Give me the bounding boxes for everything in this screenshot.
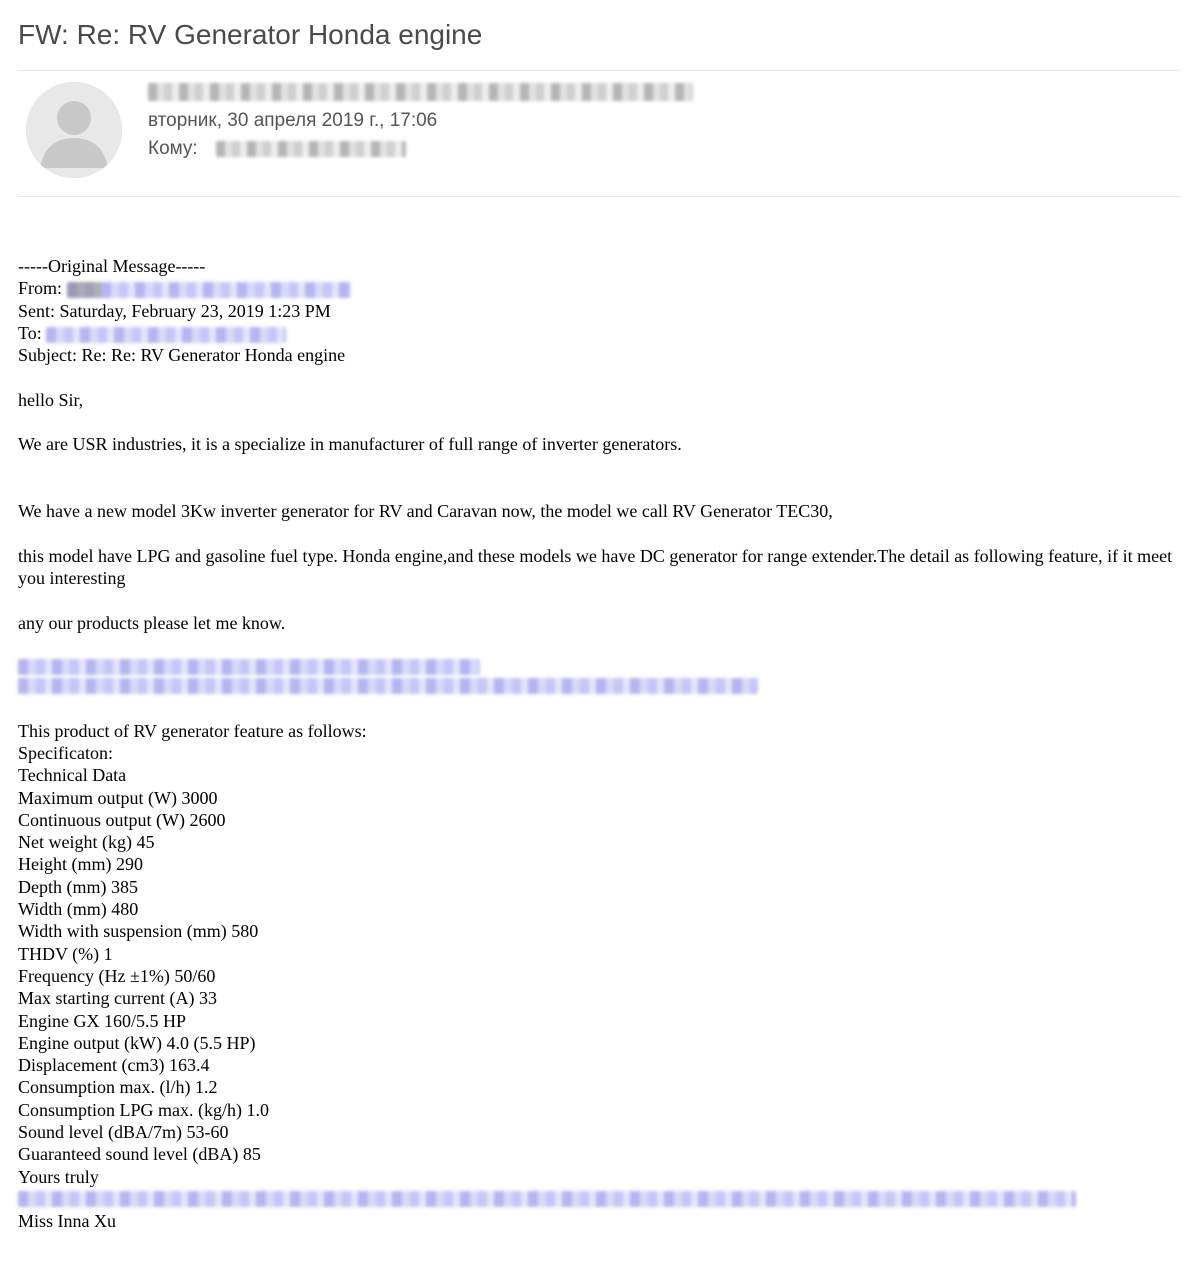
redacted-link-2[interactable] [18, 678, 758, 694]
recipient-redacted[interactable] [216, 141, 406, 157]
spec-row: Consumption LPG max. (kg/h) 1.0 [18, 1099, 269, 1120]
original-to-label: To: [18, 322, 42, 343]
spec-row: Guaranteed sound level (dBA) 85 [18, 1144, 261, 1165]
greeting: hello Sir, [18, 389, 84, 410]
spec-row: Engine GX 160/5.5 HP [18, 1010, 186, 1031]
spec-row: Max starting current (A) 33 [18, 988, 217, 1009]
spec-row: Consumption max. (l/h) 1.2 [18, 1077, 218, 1098]
new-model-paragraph: We have a new model 3Kw inverter generator for RV and Caravan now, the model we call RV Generator TEC30, [18, 501, 833, 522]
spec-row: Continuous output (W) 2600 [18, 809, 226, 830]
email-date: вторник, 30 апреля 2019 г., 17:06 [148, 110, 438, 131]
original-to-line [18, 322, 1183, 344]
spec-row: Frequency (Hz ±1%) 50/60 [18, 965, 216, 986]
header-divider-top [18, 70, 1180, 71]
signature: Miss Inna Xu [18, 1210, 116, 1231]
original-sent: Sent: Saturday, February 23, 2019 1:23 PM [18, 300, 331, 321]
email-body [18, 255, 1183, 1232]
header-divider-bottom [18, 196, 1180, 197]
original-to-redacted[interactable] [46, 327, 286, 343]
recipient-label: Кому: [148, 138, 198, 159]
original-subject: Subject: Re: Re: RV Generator Honda engine [18, 345, 346, 366]
spec-row: Net weight (kg) 45 [18, 832, 155, 853]
spec-row: Height (mm) 290 [18, 854, 143, 875]
email-subject: FW: Re: RV Generator Honda engine [18, 19, 483, 50]
closing: Yours truly [18, 1166, 99, 1187]
original-from-redacted[interactable] [67, 282, 351, 298]
contact-paragraph: any our products please let me know. [18, 612, 286, 633]
spec-row: Width with suspension (mm) 580 [18, 921, 259, 942]
original-from-label: From: [18, 278, 63, 299]
spec-row: Depth (mm) 385 [18, 876, 138, 897]
original-from-line [18, 277, 1183, 299]
spec-row: Sound level (dBA/7m) 53-60 [18, 1121, 229, 1142]
redacted-signature-info[interactable] [18, 1191, 1076, 1207]
intro-paragraph: We are USR industries, it is a specialize in manufacturer of full range of inverter generators. [18, 434, 682, 455]
spec-row: Displacement (cm3) 163.4 [18, 1055, 210, 1076]
spec-row: Width (mm) 480 [18, 899, 139, 920]
feature-intro: This product of RV generator feature as follows: [18, 720, 367, 741]
person-icon [26, 82, 122, 178]
redacted-link-1[interactable] [18, 659, 480, 675]
tech-data-label: Technical Data [18, 765, 127, 786]
sender-avatar[interactable] [26, 82, 122, 178]
original-separator: -----Original Message----- [18, 256, 206, 276]
spec-row: THDV (%) 1 [18, 943, 113, 964]
fuel-paragraph: this model have LPG and gasoline fuel type. Honda engine,and these models we have DC generator for range extender.The detail as following feature, if it meet you interesting [18, 545, 1173, 589]
spec-label: Specificaton: [18, 742, 113, 763]
sender-redacted[interactable] [148, 83, 693, 101]
spec-row: Engine output (kW) 4.0 (5.5 HP) [18, 1032, 256, 1053]
spec-row: Maximum output (W) 3000 [18, 787, 218, 808]
